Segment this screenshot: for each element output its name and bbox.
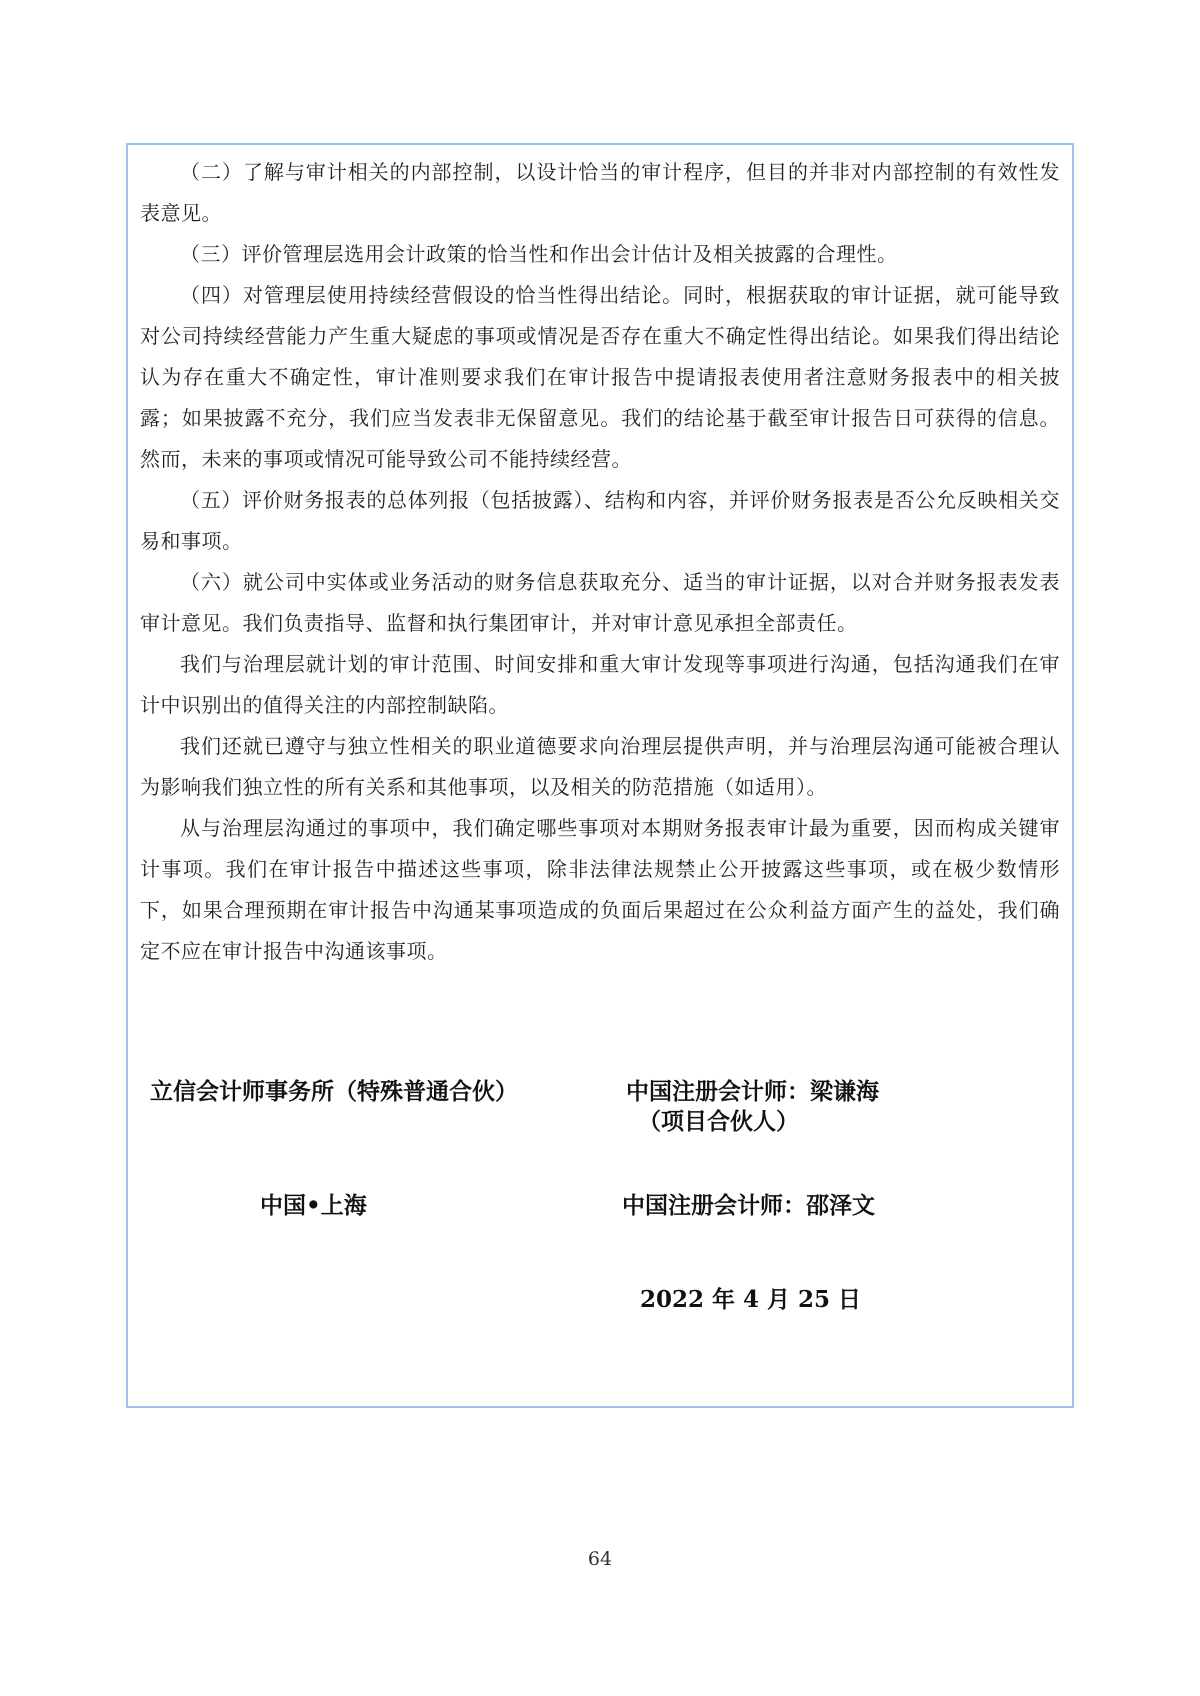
paragraph-7: 我们还就已遵守与独立性相关的职业道德要求向治理层提供声明，并与治理层沟通可能被合理认为影响我们独立性的所有关系和其他事项，以及相关的防范措施（如适用）。 xyxy=(140,734,1060,799)
report-text-box xyxy=(126,143,1074,1408)
cpa-signature-1-role: （项目合伙人） xyxy=(638,1108,799,1135)
paragraph-3: （四）对管理层使用持续经营假设的恰当性得出结论。同时，根据获取的审计证据，就可能导致对公司持续经营能力产生重大疑虑的事项或情况是否存在重大不确定性得出结论。如果我们得出结论认为存在重大不确定性，审计准则要求我们在审计报告中提请报表使用者注意财务报表中的相关披露；如果披露不充分，我们应当发表非无保留意见。我们的结论基于截至审计报告日可获得的信息。然而，未来的事项或情况可能导致公司不能持续经营。 xyxy=(140,283,1060,471)
report-date: 2022 年 4 月 25 日 xyxy=(640,1286,862,1313)
cpa-signature-2: 中国注册会计师：邵泽文 xyxy=(622,1192,875,1219)
paragraph-4: （五）评价财务报表的总体列报（包括披露）、结构和内容，并评价财务报表是否公允反映相关交易和事项。 xyxy=(140,488,1060,553)
paragraph-5: （六）就公司中实体或业务活动的财务信息获取充分、适当的审计证据，以对合并财务报表发表审计意见。我们负责指导、监督和执行集团审计，并对审计意见承担全部责任。 xyxy=(140,570,1060,635)
paragraph-8: 从与治理层沟通过的事项中，我们确定哪些事项对本期财务报表审计最为重要，因而构成关键审计事项。我们在审计报告中描述这些事项，除非法律法规禁止公开披露这些事项，或在极少数情形下，如果合理预期在审计报告中沟通某事项造成的负面后果超过在公众利益方面产生的益处，我们确定不应在审计报告中沟通该事项。 xyxy=(140,816,1060,963)
paragraph-2: （三）评价管理层选用会计政策的恰当性和作出会计估计及相关披露的合理性。 xyxy=(180,242,898,266)
audit-firm-name: 立信会计师事务所（特殊普通合伙） xyxy=(150,1078,518,1105)
page-number: 64 xyxy=(587,1548,613,1570)
paragraph-1: （二）了解与审计相关的内部控制，以设计恰当的审计程序，但目的并非对内部控制的有效性发表意见。 xyxy=(140,160,1060,225)
firm-location: 中国•上海 xyxy=(260,1192,367,1219)
cpa-signature-1: 中国注册会计师：梁谦海 xyxy=(626,1078,879,1105)
paragraph-6: 我们与治理层就计划的审计范围、时间安排和重大审计发现等事项进行沟通，包括沟通我们在审计中识别出的值得关注的内部控制缺陷。 xyxy=(140,652,1060,717)
